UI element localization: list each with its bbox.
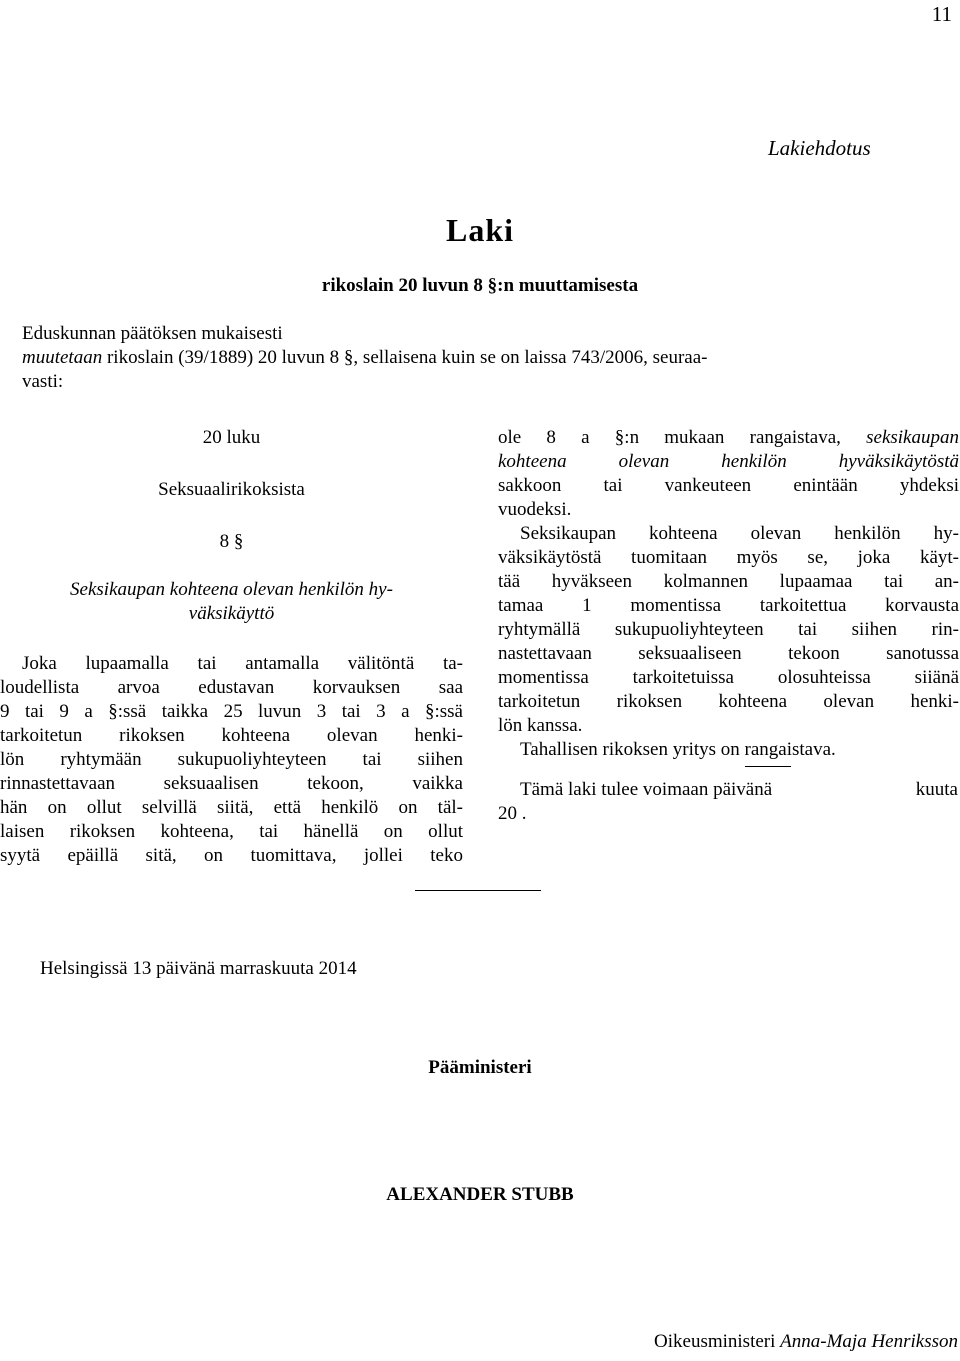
entry-year: 20 .	[498, 803, 527, 824]
para2-line: tarkoitetun rikoksen kohteena olevan henki-	[498, 691, 959, 712]
body-line: laisen rikoksen kohteena, tai hänellä on ollut	[0, 821, 463, 842]
body-line: loudellista arvoa edustavan korvauksen saa	[0, 677, 463, 698]
para2-line: lön kanssa.	[498, 715, 583, 736]
right-column	[498, 426, 959, 762]
right-line-1b: seksikaupan	[866, 427, 959, 448]
preamble-text: rikoslain (39/1889) 20 luvun 8 §, sellaisena kuin se on laissa 743/2006, seuraa-	[102, 347, 708, 368]
law-title: Laki	[445, 212, 515, 248]
minister-title: Oikeusministeri	[654, 1331, 776, 1352]
body-line: hän on ollut selvillä siitä, että henkilö on täl-	[0, 797, 463, 818]
page-number: 11	[931, 2, 952, 26]
section-body	[0, 652, 463, 868]
right-line-3: sakkoon tai vankeuteen enintään yhdeksi	[498, 475, 959, 496]
body-line: lön ryhtymään sukupuoliyhteyteen tai siihen	[0, 749, 463, 770]
preamble-line-3: vasti:	[22, 371, 64, 392]
para2-line: ryhtymällä sukupuoliyhteyteen tai siihen rin-	[498, 619, 959, 640]
section-number: 8 §	[219, 531, 244, 552]
para2-line: nastettavaan seksuaaliseen tekoon sanotussa	[498, 643, 959, 664]
chapter-heading: 20 luku	[202, 427, 261, 448]
divider-short	[745, 766, 791, 767]
right-line-4: vuodeksi.	[498, 499, 572, 520]
body-line: rinnastettavaan seksuaalisen tekoon, vaikka	[0, 773, 463, 794]
left-column	[0, 426, 463, 868]
para2-line: tamaa 1 momentissa tarkoitettua korvausta	[498, 595, 959, 616]
preamble-verb: muutetaan	[22, 347, 103, 368]
entry-text: Tämä laki tulee voimaan päivänä	[520, 779, 773, 800]
body-line: 9 tai 9 a §:ssä taikka 25 luvun 3 tai 3 a §:ssä	[0, 701, 463, 722]
pm-name: ALEXANDER STUBB	[386, 1184, 574, 1205]
right-line-1	[498, 426, 959, 450]
preamble	[22, 322, 934, 394]
preamble-line-1: Eduskunnan päätöksen mukaisesti	[22, 323, 283, 344]
para2-line: tää hyväkseen kolmannen lupaamaa tai an-	[498, 571, 959, 592]
para2-line: momentissa tarkoitetuissa olosuhteissa siiänä	[498, 667, 959, 688]
law-subtitle: rikoslain 20 luvun 8 §:n muuttamisesta	[321, 275, 639, 296]
place-date: Helsingissä 13 päivänä marraskuuta 2014	[40, 958, 357, 979]
right-line-2: kohteena olevan henkilön hyväksikäytöstä	[498, 451, 959, 472]
doc-type-label: Lakiehdotus	[768, 136, 871, 160]
entry-into-force	[520, 778, 960, 802]
para2-line: väksikäytöstä tuomitaan myös se, joka käyt-	[498, 547, 959, 568]
chapter-title: Seksuaalirikoksista	[158, 479, 305, 500]
body-line: Joka lupaamalla tai antamalla välitöntä ta-	[22, 653, 463, 674]
right-line-1a: ole 8 a §:n mukaan rangaistava,	[498, 427, 867, 448]
para3: Tahallisen rikoksen yritys on rangaistava.	[520, 739, 836, 760]
body-line: tarkoitetun rikoksen kohteena olevan henki-	[0, 725, 463, 746]
minister-signature	[654, 1330, 958, 1354]
para2-line: Seksikaupan kohteena olevan henkilön hy-	[520, 523, 959, 544]
section-title-line-2: väksikäyttö	[188, 603, 275, 624]
divider-long	[415, 890, 541, 891]
minister-name: Anna-Maja Henriksson	[780, 1331, 958, 1352]
section-title-line-1: Seksikaupan kohteena olevan henkilön hy-	[70, 579, 393, 600]
pm-title: Pääministeri	[428, 1057, 532, 1078]
entry-month: kuuta	[915, 779, 958, 800]
preamble-line-2	[22, 346, 934, 370]
body-line: syytä epäillä sitä, on tuomittava, jollei teko	[0, 845, 463, 866]
